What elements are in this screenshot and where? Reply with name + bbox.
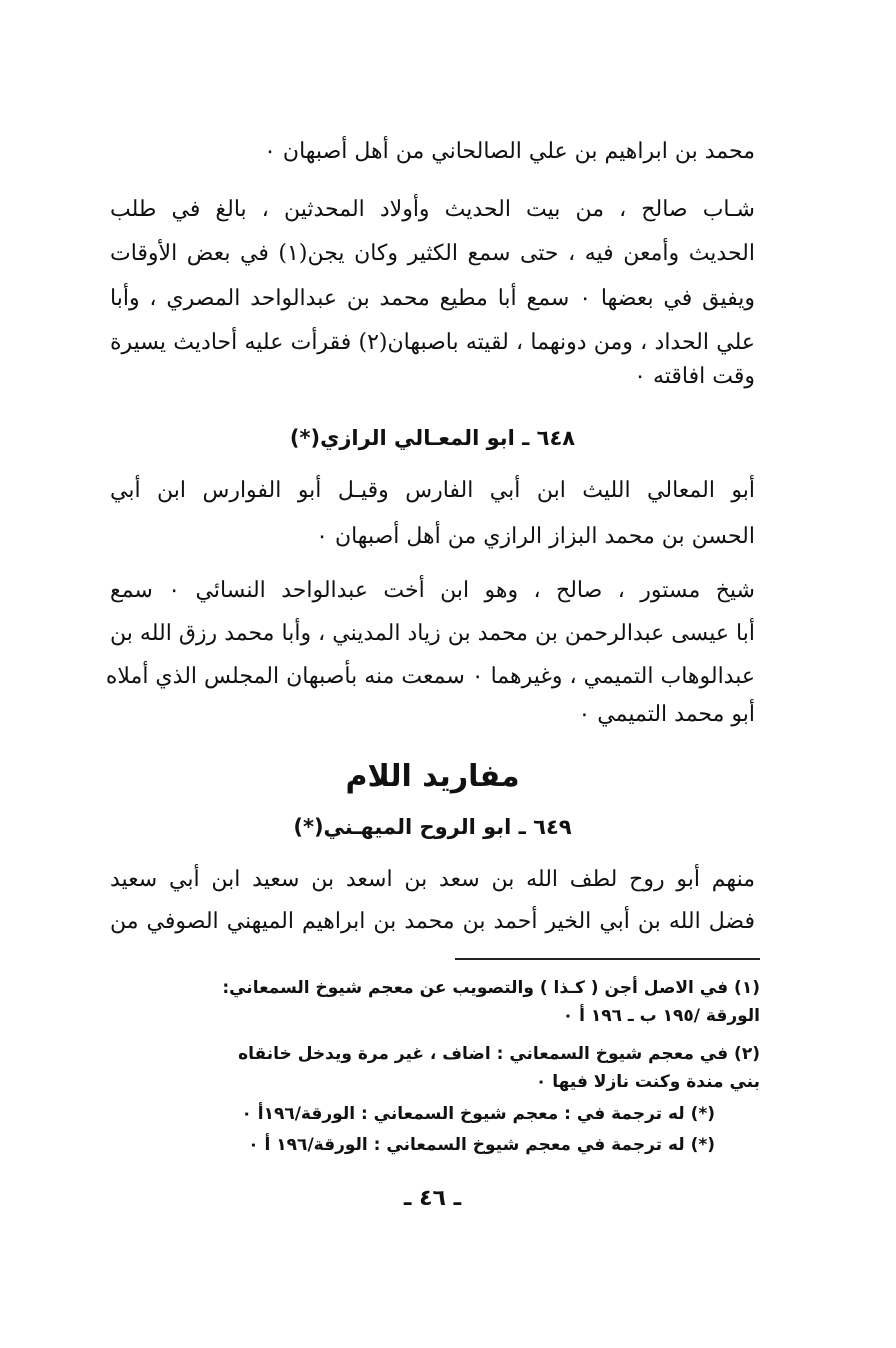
entry-648-body-line: أبا عيسى عبدالرحمن بن محمد بن زياد المديني ، وأبا محمد رزق الله بن bbox=[110, 621, 755, 646]
entry-648-body-line: عبدالوهاب التميمي ، وغيرهما ٠ سمعت منه بأصبهان المجلس الذي أملاه bbox=[105, 664, 755, 689]
footnote-rule bbox=[455, 958, 760, 960]
footnote-star-648: (*) له ترجمة في : معجم شيوخ السمعاني : الورقة/١٩٦أ ٠ bbox=[241, 1104, 715, 1124]
entry-647-intro: محمد بن ابراهيم بن علي الصالحاني من أهل أصبهان ٠ bbox=[264, 139, 755, 164]
entry-647-body-line: ويفيق في بعضها ٠ سمع أبا مطيع محمد بن عبدالواحد المصري ، وأبا bbox=[110, 286, 755, 311]
footnote-2-line: (٢) في معجم شيوخ السمعاني : اضاف ، غير مرة ويدخل خانقاه bbox=[238, 1044, 760, 1064]
entry-648-intro-line: الحسن بن محمد البزاز الرازي من أهل أصبهان ٠ bbox=[316, 524, 755, 549]
entry-647-body-line: علي الحداد ، ومن دونهما ، لقيته باصبهان(٢) فقرأت عليه أحاديث يسيرة bbox=[110, 330, 755, 355]
entry-648-body-line: شيخ مستور ، صالح ، وهو ابن أخت عبدالواحد النسائي ٠ سمع bbox=[110, 578, 755, 603]
entry-648-intro-line: أبو المعالي الليث ابن أبي الفارس وقيـل أبو الفوارس ابن أبي bbox=[110, 478, 755, 503]
entry-647-body-line: وقت افاقته ٠ bbox=[634, 364, 755, 389]
entry-647-body-line: شـاب صالح ، من بيت الحديث وأولاد المحدثين ، بالغ في طلب bbox=[110, 197, 755, 222]
entry-649-body-line: فضل الله بن أبي الخير أحمد بن محمد بن ابراهيم الميهني الصوفي من bbox=[110, 909, 755, 934]
entry-649-heading: ٦٤٩ ـ ابو الروح الميهـني(*) bbox=[293, 815, 572, 839]
entry-648-heading: ٦٤٨ ـ ابو المعـالي الرازي(*) bbox=[289, 426, 576, 450]
section-title: مفاريد اللام bbox=[345, 759, 520, 794]
footnote-2-line: بني مندة وكنت نازلا فيها ٠ bbox=[535, 1072, 760, 1092]
page-number: ـ ٤٦ ـ bbox=[403, 1186, 462, 1211]
footnote-1-line: (١) في الاصل أجن ( كـذا ) والتصويب عن معجم شيوخ السمعاني: bbox=[222, 978, 760, 998]
footnote-star-649: (*) له ترجمة في معجم شيوخ السمعاني : الورقة/١٩٦ أ ٠ bbox=[248, 1135, 715, 1155]
entry-647-body-line: الحديث وأمعن فيه ، حتى سمع الكثير وكان يجن(١) في بعض الأوقات bbox=[110, 241, 755, 266]
entry-648-body-line: أبو محمد التميمي ٠ bbox=[578, 702, 755, 727]
entry-649-body-line: منهم أبو روح لطف الله بن سعد بن اسعد بن سعيد ابن أبي سعيد bbox=[110, 867, 755, 892]
footnote-1-line: الورقة /١٩٥ ب ـ ١٩٦ أ ٠ bbox=[562, 1006, 760, 1026]
